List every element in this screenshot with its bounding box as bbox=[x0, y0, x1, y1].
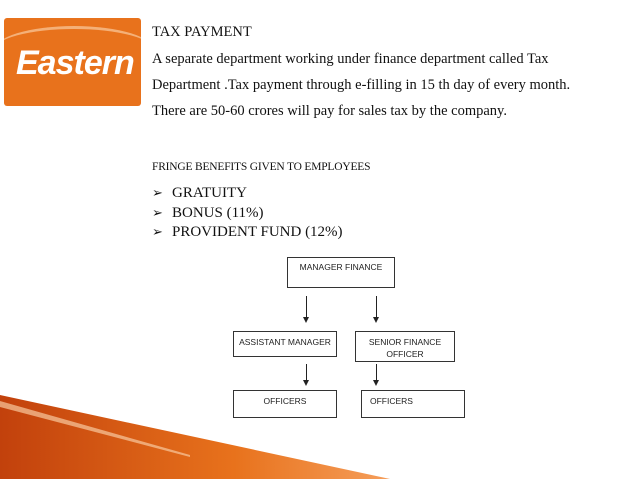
arrow-bullet-icon: ➢ bbox=[152, 225, 163, 240]
tax-paragraph bbox=[152, 46, 622, 124]
box-label: OFFICER bbox=[386, 349, 424, 359]
fringe-heading: FRINGE BENEFITS GIVEN TO EMPLOYEES bbox=[152, 161, 371, 173]
arrow-bullet-icon: ➢ bbox=[152, 186, 163, 201]
list-item bbox=[152, 204, 343, 224]
box-label: ASSISTANT MANAGER bbox=[239, 337, 331, 347]
list-item-label: PROVIDENT FUND (12%) bbox=[172, 224, 343, 240]
paragraph-line: Department .Tax payment through e-filling in 15 th day of every month. bbox=[152, 77, 571, 93]
arrow-down-icon bbox=[306, 296, 307, 318]
eastern-logo bbox=[4, 18, 141, 106]
page-title: TAX PAYMENT bbox=[152, 24, 252, 40]
list-item-label: GRATUITY bbox=[172, 185, 247, 201]
arrow-down-icon bbox=[376, 296, 377, 318]
wedge-shape bbox=[0, 395, 390, 479]
box-label: MANAGER FINANCE bbox=[299, 262, 383, 272]
benefits-list bbox=[152, 184, 343, 243]
arrow-down-icon bbox=[376, 364, 377, 381]
arrow-down-icon bbox=[306, 364, 307, 381]
logo-text: Eastern bbox=[16, 44, 134, 82]
paragraph-line: There are 50-60 crores will pay for sales tax by the company. bbox=[152, 103, 507, 119]
arrow-bullet-icon: ➢ bbox=[152, 205, 163, 221]
manager-finance-box bbox=[287, 257, 395, 288]
box-label: OFFICERS bbox=[370, 396, 413, 406]
list-item bbox=[152, 184, 343, 204]
paragraph-line: A separate department working under finance department called Tax bbox=[152, 51, 549, 67]
decorative-wedge bbox=[0, 395, 638, 479]
senior-finance-officer-box bbox=[355, 331, 455, 362]
list-item bbox=[152, 223, 343, 243]
assistant-manager-box bbox=[233, 331, 337, 357]
list-item-label: BONUS (11%) bbox=[172, 204, 264, 221]
box-label: OFFICERS bbox=[263, 396, 307, 406]
box-label: SENIOR FINANCE bbox=[368, 337, 442, 347]
